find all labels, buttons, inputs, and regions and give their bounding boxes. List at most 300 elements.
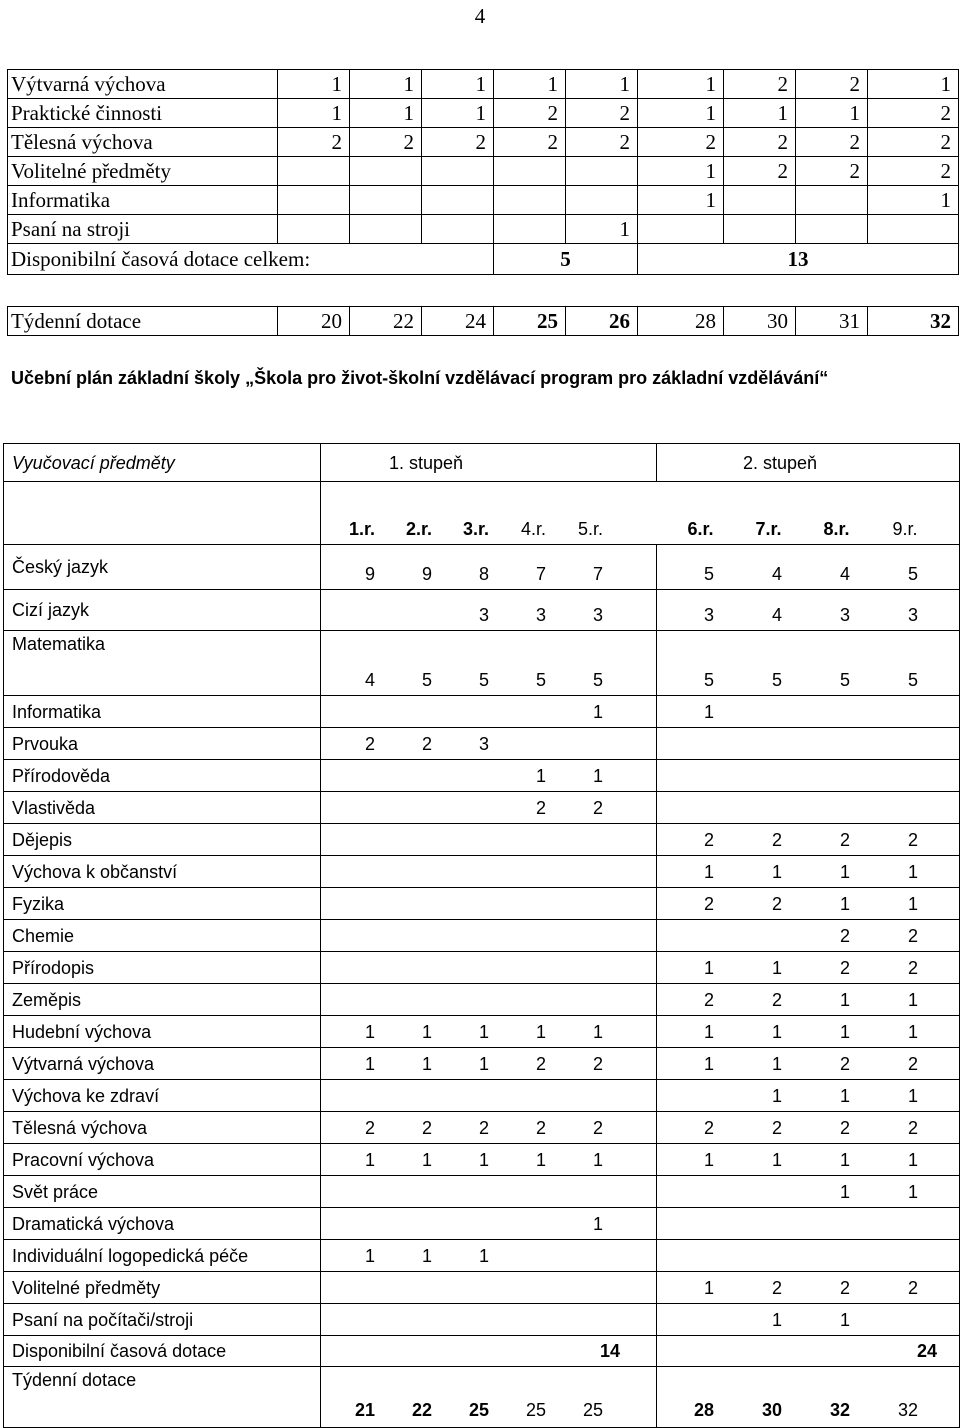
subject-name: Zeměpis xyxy=(4,984,321,1016)
hours-value: 1 xyxy=(364,1022,375,1042)
hours-cell: 1 xyxy=(422,99,494,128)
hours-value xyxy=(782,697,850,727)
subject-name: Výchova k občanství xyxy=(4,856,321,888)
stage1-hours xyxy=(321,1240,657,1272)
hours-value: 25 xyxy=(468,1400,489,1420)
stage2-hours xyxy=(657,1176,960,1208)
hours-cell: 1 xyxy=(422,70,494,99)
hours-cell: 1 xyxy=(350,99,422,128)
stage2-hours xyxy=(657,1367,960,1428)
hours-value: 4 xyxy=(364,670,375,690)
weekly-hours-cell: 31 xyxy=(796,307,868,336)
hours-value: 2 xyxy=(703,894,714,914)
stage1-hours xyxy=(321,696,657,728)
stage2-hours xyxy=(657,824,960,856)
hours-cell: 1 xyxy=(350,70,422,99)
subject-name: Týdenní dotace xyxy=(4,1367,321,1428)
hours-value: 1 xyxy=(771,1150,782,1170)
curriculum-row xyxy=(4,856,960,888)
subject-name: Psaní na počítači/stroji xyxy=(4,1304,321,1336)
hours-value: 3 xyxy=(907,605,918,625)
hours-value: 1 xyxy=(592,702,603,722)
hours-value: 2 xyxy=(839,926,850,946)
grade-label: 7.r. xyxy=(755,519,782,539)
hours-value: 1 xyxy=(364,1246,375,1266)
subject-name: Matematika xyxy=(4,631,321,696)
hours-cell: 2 xyxy=(868,99,959,128)
hours-value: 2 xyxy=(771,894,782,914)
hours-value: 5 xyxy=(535,670,546,690)
hours-value: 1 xyxy=(478,1022,489,1042)
hours-value: 1 xyxy=(703,862,714,882)
hours-value: 1 xyxy=(703,1278,714,1298)
timetable-row xyxy=(8,70,959,99)
stage2-hours xyxy=(657,888,960,920)
subject-name: Pracovní výchova xyxy=(4,1144,321,1176)
stage2-hours xyxy=(657,1240,960,1272)
stage1-hours xyxy=(321,545,657,590)
hours-value: 1 xyxy=(364,1054,375,1074)
hours-value: 1 xyxy=(703,1150,714,1170)
stage1-hours xyxy=(321,856,657,888)
curriculum-row xyxy=(4,1208,960,1240)
subject-name: Přírodopis xyxy=(4,952,321,984)
hours-value: 1 xyxy=(839,1022,850,1042)
curriculum-row xyxy=(4,1272,960,1304)
hours-value: 7 xyxy=(535,564,546,584)
hours-value: 2 xyxy=(771,830,782,850)
stage1-hours xyxy=(321,1176,657,1208)
hours-cell: 1 xyxy=(638,99,724,128)
curriculum-row xyxy=(4,631,960,696)
hours-cell xyxy=(796,186,868,215)
hours-value: 1 xyxy=(703,1022,714,1042)
hours-value xyxy=(546,1241,603,1271)
hours-value: 1 xyxy=(421,1054,432,1074)
hours-cell: 1 xyxy=(868,70,959,99)
hours-cell: 1 xyxy=(638,157,724,186)
stage2-hours xyxy=(657,1048,960,1080)
hours-cell: 2 xyxy=(278,128,350,157)
hours-cell: 2 xyxy=(796,157,868,186)
subject-name: Výtvarná výchova xyxy=(8,70,278,99)
stage2-hours xyxy=(657,760,960,792)
available-hours-stage2: 13 xyxy=(638,244,959,275)
hours-value: 1 xyxy=(907,1150,918,1170)
stage1-hours xyxy=(321,760,657,792)
timetable-row xyxy=(8,128,959,157)
available-hours-stage1: 5 xyxy=(494,244,638,275)
curriculum-row xyxy=(4,1304,960,1336)
hours-value: 2 xyxy=(592,1118,603,1138)
hours-value xyxy=(375,1209,432,1239)
hours-cell xyxy=(566,186,638,215)
hours-value: 2 xyxy=(771,990,782,1010)
hours-value: 5 xyxy=(592,670,603,690)
hours-cell xyxy=(350,186,422,215)
stage2-hours xyxy=(657,984,960,1016)
hours-value xyxy=(850,697,918,727)
hours-value: 2 xyxy=(839,1278,850,1298)
hours-value: 30 xyxy=(761,1400,782,1420)
hours-value: 1 xyxy=(592,766,603,786)
curriculum-row xyxy=(4,545,960,590)
stage-header-row xyxy=(4,444,960,482)
grade-label: 8.r. xyxy=(823,519,850,539)
hours-value: 1 xyxy=(839,1086,850,1106)
hours-cell xyxy=(638,215,724,244)
curriculum-table xyxy=(3,443,960,1428)
hours-value xyxy=(546,729,603,759)
weekly-hours-cell: 24 xyxy=(422,307,494,336)
stage2-hours xyxy=(657,1304,960,1336)
subject-name: Praktické činnosti xyxy=(8,99,278,128)
subject-name: Fyzika xyxy=(4,888,321,920)
hours-value: 1 xyxy=(421,1150,432,1170)
hours-value: 2 xyxy=(839,1054,850,1074)
subject-name: Informatika xyxy=(4,696,321,728)
hours-cell: 2 xyxy=(422,128,494,157)
subject-name: Tělesná výchova xyxy=(4,1112,321,1144)
hours-cell: 2 xyxy=(566,99,638,128)
curriculum-row xyxy=(4,1112,960,1144)
grade-label: 9.r. xyxy=(892,519,918,539)
hours-cell: 2 xyxy=(350,128,422,157)
hours-value: 1 xyxy=(535,1150,546,1170)
hours-value: 5 xyxy=(703,564,714,584)
grade-label: 4.r. xyxy=(520,519,546,539)
hours-value: 1 xyxy=(478,1246,489,1266)
stage1-hours xyxy=(321,952,657,984)
hours-value: 4 xyxy=(771,564,782,584)
hours-value: 2 xyxy=(839,958,850,978)
grade-label: 3.r. xyxy=(462,519,489,539)
weekly-hours-cell: 30 xyxy=(724,307,796,336)
timetable-row xyxy=(8,99,959,128)
hours-value: 1 xyxy=(771,862,782,882)
weekly-total-row xyxy=(4,1367,960,1428)
curriculum-row xyxy=(4,792,960,824)
hours-value: 1 xyxy=(907,990,918,1010)
stage2-hours xyxy=(657,728,960,760)
hours-cell: 1 xyxy=(796,99,868,128)
hours-value: 1 xyxy=(592,1022,603,1042)
hours-value: 1 xyxy=(907,894,918,914)
stage2-hours xyxy=(657,545,960,590)
upper-timetable xyxy=(7,69,959,275)
hours-value: 3 xyxy=(478,605,489,625)
subject-name: Tělesná výchova xyxy=(8,128,278,157)
curriculum-row xyxy=(4,824,960,856)
stage2-hours xyxy=(657,1208,960,1240)
hours-cell xyxy=(724,186,796,215)
stage2-hours xyxy=(657,792,960,824)
hours-cell xyxy=(868,215,959,244)
hours-value: 2 xyxy=(592,1054,603,1074)
hours-value: 9 xyxy=(421,564,432,584)
hours-cell: 2 xyxy=(494,99,566,128)
hours-cell: 2 xyxy=(724,157,796,186)
curriculum-row xyxy=(4,1176,960,1208)
curriculum-row xyxy=(4,760,960,792)
stage2-hours xyxy=(657,856,960,888)
subject-name: Cizí jazyk xyxy=(4,590,321,631)
hours-cell xyxy=(566,157,638,186)
hours-value: 2 xyxy=(703,1118,714,1138)
hours-value: 2 xyxy=(839,1118,850,1138)
hours-value: 4 xyxy=(771,605,782,625)
subject-name: Dějepis xyxy=(4,824,321,856)
hours-value xyxy=(489,1241,546,1271)
weekly-hours-cell: 22 xyxy=(350,307,422,336)
stage2-header: 2. stupeň xyxy=(657,444,960,482)
stage1-header: 1. stupeň xyxy=(321,444,657,482)
hours-cell: 1 xyxy=(566,70,638,99)
hours-value xyxy=(714,921,782,951)
weekly-hours-cell: 26 xyxy=(566,307,638,336)
hours-value: 1 xyxy=(907,862,918,882)
hours-value xyxy=(321,600,375,630)
hours-value: 1 xyxy=(535,766,546,786)
hours-cell xyxy=(278,215,350,244)
hours-cell: 1 xyxy=(638,70,724,99)
curriculum-row xyxy=(4,984,960,1016)
hours-value xyxy=(432,793,489,823)
hours-value: 25 xyxy=(525,1400,546,1420)
hours-cell xyxy=(494,157,566,186)
hours-value: 1 xyxy=(478,1054,489,1074)
hours-value: 1 xyxy=(771,1310,782,1330)
hours-value: 2 xyxy=(907,1278,918,1298)
available-hours-stage1: 14 xyxy=(321,1336,657,1367)
hours-value: 1 xyxy=(839,1182,850,1202)
hours-cell: 2 xyxy=(494,128,566,157)
hours-value: 1 xyxy=(421,1246,432,1266)
stage2-hours xyxy=(657,952,960,984)
available-hours-row xyxy=(4,1336,960,1367)
stage1-hours xyxy=(321,1112,657,1144)
hours-cell: 2 xyxy=(868,128,959,157)
curriculum-row xyxy=(4,888,960,920)
curriculum-row xyxy=(4,920,960,952)
hours-value: 1 xyxy=(771,1054,782,1074)
hours-value: 1 xyxy=(907,1182,918,1202)
subject-name: Psaní na stroji xyxy=(8,215,278,244)
subjects-header: Vyučovací předměty xyxy=(4,444,321,482)
hours-cell: 2 xyxy=(796,70,868,99)
hours-cell: 2 xyxy=(796,128,868,157)
stage2-hours xyxy=(657,1272,960,1304)
stage2-hours xyxy=(657,631,960,696)
hours-value: 2 xyxy=(839,830,850,850)
hours-cell xyxy=(278,186,350,215)
hours-value: 1 xyxy=(535,1022,546,1042)
stage1-hours xyxy=(321,1272,657,1304)
hours-value: 5 xyxy=(478,670,489,690)
stage1-hours xyxy=(321,728,657,760)
stage1-hours xyxy=(321,590,657,631)
available-hours-stage2: 24 xyxy=(657,1336,960,1367)
hours-value: 2 xyxy=(703,990,714,1010)
hours-value: 1 xyxy=(907,1086,918,1106)
stage1-hours xyxy=(321,1304,657,1336)
subject-name: Chemie xyxy=(4,920,321,952)
hours-value xyxy=(432,761,489,791)
curriculum-row xyxy=(4,728,960,760)
stage1-hours xyxy=(321,888,657,920)
subject-name: Prvouka xyxy=(4,728,321,760)
curriculum-row xyxy=(4,590,960,631)
hours-cell: 1 xyxy=(724,99,796,128)
hours-value xyxy=(657,1305,714,1335)
hours-value: 8 xyxy=(478,564,489,584)
hours-cell xyxy=(422,157,494,186)
timetable-row xyxy=(8,186,959,215)
subject-name: Vlastivěda xyxy=(4,792,321,824)
stage1-hours xyxy=(321,1367,657,1428)
hours-value: 28 xyxy=(693,1400,714,1420)
subject-name: Přírodověda xyxy=(4,760,321,792)
hours-value xyxy=(714,1177,782,1207)
hours-value: 1 xyxy=(703,958,714,978)
hours-value: 2 xyxy=(907,830,918,850)
weekly-hours-cell: 32 xyxy=(868,307,959,336)
subject-name: Hudební výchova xyxy=(4,1016,321,1048)
hours-value: 5 xyxy=(771,670,782,690)
hours-value xyxy=(657,1081,714,1111)
page-number: 4 xyxy=(474,4,486,28)
hours-cell xyxy=(422,186,494,215)
curriculum-row xyxy=(4,1080,960,1112)
hours-value: 2 xyxy=(771,1278,782,1298)
curriculum-row xyxy=(4,696,960,728)
hours-value: 2 xyxy=(703,830,714,850)
hours-value: 2 xyxy=(592,798,603,818)
hours-value xyxy=(657,1177,714,1207)
subject-name: Svět práce xyxy=(4,1176,321,1208)
stage1-hours xyxy=(321,824,657,856)
subject-name: Individuální logopedická péče xyxy=(4,1240,321,1272)
hours-value: 3 xyxy=(703,605,714,625)
section-heading: Učební plán základní školy „Škola pro život-školní vzdělávací program pro základní vzdělávání“ xyxy=(11,368,829,388)
hours-cell xyxy=(494,186,566,215)
available-hours-row xyxy=(8,244,959,275)
grade-label: 5.r. xyxy=(577,519,603,539)
hours-value: 1 xyxy=(478,1150,489,1170)
stage2-hours xyxy=(657,1080,960,1112)
hours-value: 22 xyxy=(411,1400,432,1420)
hours-value: 2 xyxy=(421,734,432,754)
hours-value: 9 xyxy=(364,564,375,584)
hours-value: 25 xyxy=(582,1400,603,1420)
hours-value: 2 xyxy=(535,1054,546,1074)
hours-value xyxy=(375,793,432,823)
stage1-hours xyxy=(321,920,657,952)
hours-value: 2 xyxy=(771,1118,782,1138)
hours-value: 5 xyxy=(421,670,432,690)
hours-value: 5 xyxy=(839,670,850,690)
hours-value xyxy=(321,761,375,791)
hours-value: 1 xyxy=(703,1054,714,1074)
hours-value: 3 xyxy=(592,605,603,625)
hours-cell xyxy=(724,215,796,244)
stage1-hours xyxy=(321,1048,657,1080)
hours-value: 1 xyxy=(771,1086,782,1106)
subject-name: Volitelné předměty xyxy=(4,1272,321,1304)
hours-cell xyxy=(796,215,868,244)
grade-label: 6.r. xyxy=(687,519,714,539)
hours-value xyxy=(850,1305,918,1335)
hours-value: 1 xyxy=(364,1150,375,1170)
subject-name: Český jazyk xyxy=(4,545,321,590)
hours-value xyxy=(432,1209,489,1239)
hours-value: 2 xyxy=(535,798,546,818)
hours-cell: 2 xyxy=(566,128,638,157)
hours-value: 3 xyxy=(478,734,489,754)
hours-value: 1 xyxy=(839,990,850,1010)
hours-value: 2 xyxy=(364,734,375,754)
hours-value: 7 xyxy=(592,564,603,584)
hours-value: 1 xyxy=(703,702,714,722)
curriculum-row xyxy=(4,1048,960,1080)
grade-label: 1.r. xyxy=(348,519,375,539)
hours-value: 1 xyxy=(771,958,782,978)
hours-value: 32 xyxy=(897,1400,918,1420)
hours-value: 2 xyxy=(478,1118,489,1138)
hours-cell: 1 xyxy=(278,70,350,99)
hours-value xyxy=(375,697,432,727)
hours-value xyxy=(321,1209,375,1239)
stage2-hours xyxy=(657,1144,960,1176)
hours-value: 1 xyxy=(592,1214,603,1234)
hours-value: 1 xyxy=(839,1310,850,1330)
hours-value: 1 xyxy=(421,1022,432,1042)
weekly-hours-cell: 25 xyxy=(494,307,566,336)
hours-value: 1 xyxy=(839,894,850,914)
timetable-row xyxy=(8,157,959,186)
stage1-hours xyxy=(321,631,657,696)
hours-value xyxy=(432,697,489,727)
hours-value xyxy=(321,697,375,727)
hours-cell: 1 xyxy=(868,186,959,215)
hours-value: 32 xyxy=(829,1400,850,1420)
subject-name: Výtvarná výchova xyxy=(4,1048,321,1080)
hours-cell: 2 xyxy=(724,128,796,157)
hours-value xyxy=(321,793,375,823)
weekly-hours-cell: 20 xyxy=(278,307,350,336)
stage1-hours xyxy=(321,1080,657,1112)
hours-value: 21 xyxy=(354,1400,375,1420)
hours-value xyxy=(375,600,432,630)
stage1-hours xyxy=(321,792,657,824)
curriculum-row xyxy=(4,1016,960,1048)
hours-cell: 1 xyxy=(638,186,724,215)
hours-value xyxy=(657,921,714,951)
weekly-hours-label: Týdenní dotace xyxy=(8,307,278,336)
hours-value xyxy=(489,729,546,759)
hours-value xyxy=(489,1209,546,1239)
available-hours-label: Disponibilní časová dotace celkem: xyxy=(8,244,494,275)
weekly-hours-table xyxy=(7,306,959,336)
hours-value xyxy=(489,697,546,727)
stage2-hours xyxy=(657,1112,960,1144)
weekly-hours-cell: 28 xyxy=(638,307,724,336)
hours-value: 1 xyxy=(907,1022,918,1042)
stage1-hours xyxy=(321,984,657,1016)
stage2-hours xyxy=(657,1016,960,1048)
timetable-row xyxy=(8,215,959,244)
hours-value: 2 xyxy=(907,1054,918,1074)
